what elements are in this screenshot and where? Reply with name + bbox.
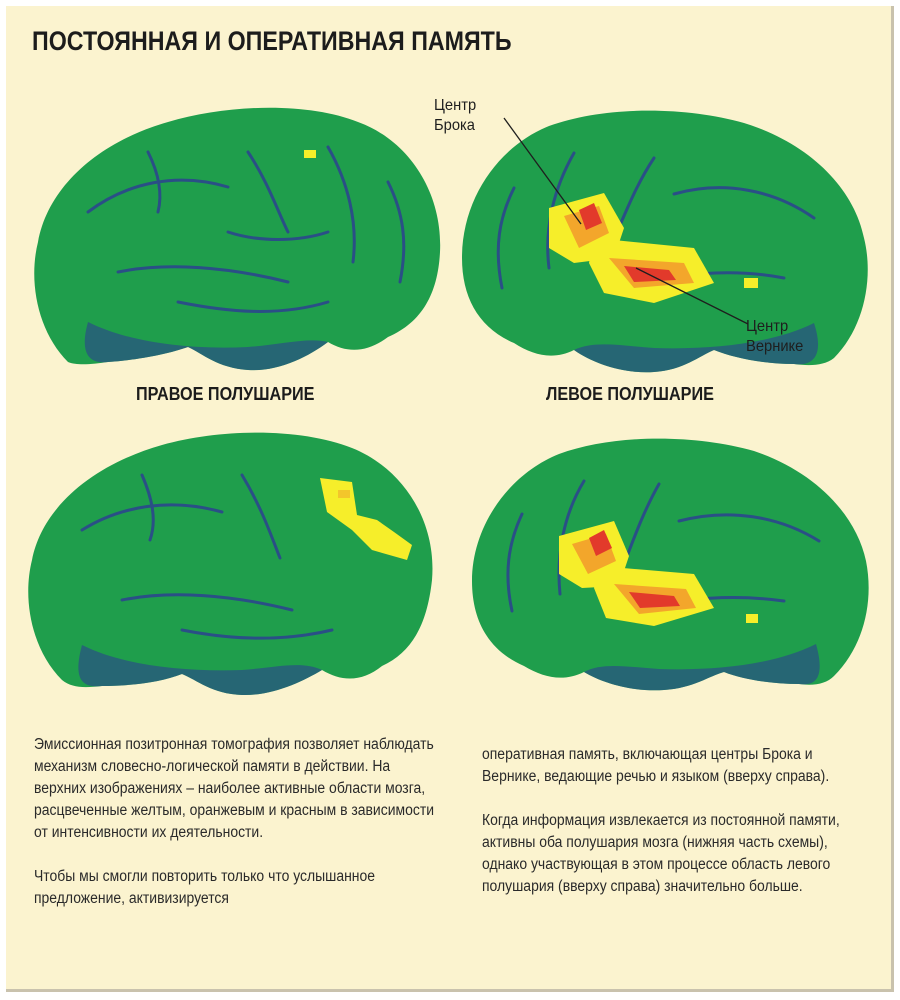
wernicke-callout [746, 317, 803, 357]
text-left-paragraph-1: Эмиссионная позитронная томография позволяет наблюдать механизм словесно-логической памяти в действии. На верхних изображениях – наиболее активные области мозга, расцвеченные желтым, оранжевым и красным в зависимости от интенсивности их деятельности. [34, 736, 435, 841]
wernicke-pointer [636, 268, 748, 324]
broca-callout-line2: Брока [434, 117, 475, 134]
text-right-paragraph-1: оперативная память, включающая центры Брока и Вернике, ведающие речью и языком (вверху справа). [482, 746, 830, 785]
text-right-paragraph-2: Когда информация извлекается из постоянной памяти, активны оба полушария мозга (нижняя часть схемы), однако участвующая в этом процессе область левого полушария (вверху справа) значительно больше. [482, 812, 840, 895]
broca-pointer [504, 118, 581, 224]
broca-callout-line1: Центр [434, 97, 477, 114]
label-left-hemisphere: ЛЕВОЕ ПОЛУШАРИЕ [546, 384, 714, 404]
label-right-hemisphere: ПРАВОЕ ПОЛУШАРИЕ [136, 384, 315, 404]
text-left-paragraph-2: Чтобы мы смогли повторить только что услышанное предложение, активизируется [34, 868, 376, 907]
wernicke-callout-line2: Вернике [746, 338, 804, 355]
page [6, 6, 894, 992]
wernicke-callout-line1: Центр [746, 318, 789, 335]
brain-bottom-right-hemisphere [22, 420, 442, 700]
broca-callout [434, 96, 476, 136]
text-column-left [34, 734, 444, 910]
text-column-right [482, 744, 869, 898]
page-title: ПОСТОЯННАЯ И ОПЕРАТИВНАЯ ПАМЯТЬ [32, 26, 512, 56]
brain-bottom-left-hemisphere [464, 426, 874, 696]
